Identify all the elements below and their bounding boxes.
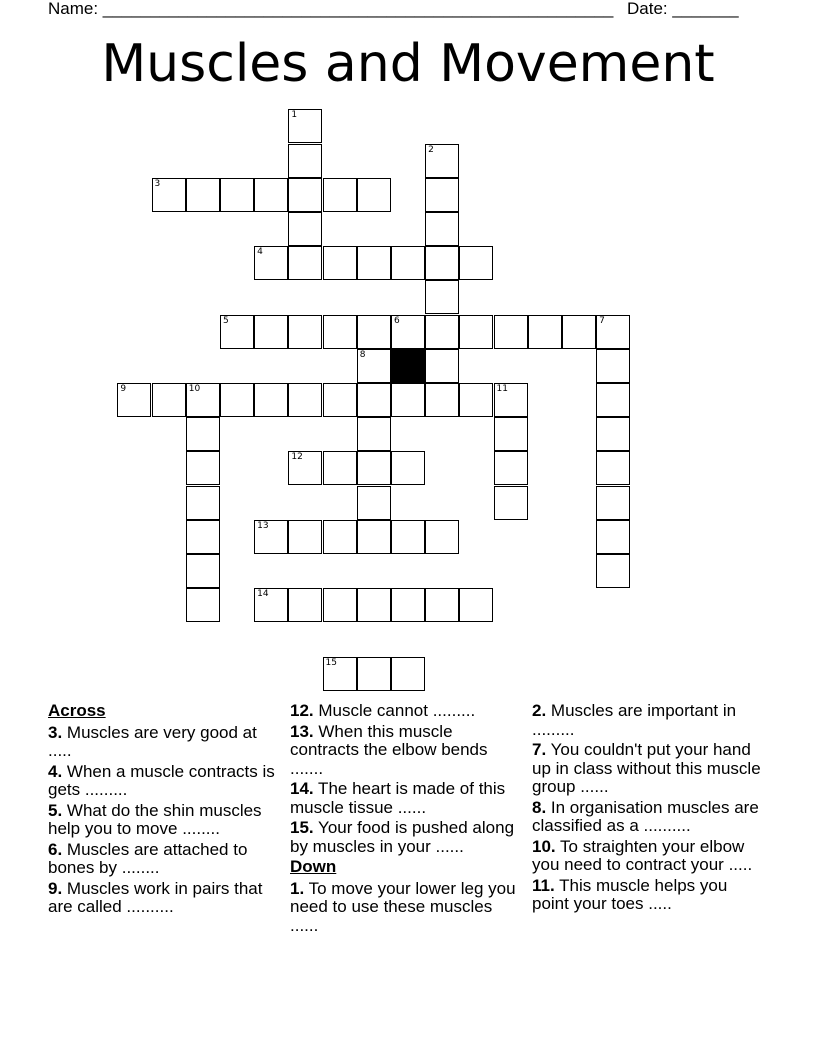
grid-cell[interactable]	[391, 520, 425, 554]
grid-cell[interactable]	[357, 657, 391, 691]
grid-cell[interactable]	[254, 383, 288, 417]
clue-number: 5	[222, 315, 229, 326]
clue-number: 11	[496, 383, 508, 394]
clue-text: Muscles are very good at .....	[48, 722, 257, 760]
grid-cell[interactable]	[323, 383, 357, 417]
grid-cell[interactable]	[494, 315, 528, 349]
grid-cell[interactable]	[425, 383, 459, 417]
clue-item	[48, 802, 280, 839]
clue-number-label: 3.	[48, 722, 63, 742]
grid-cell[interactable]	[459, 383, 493, 417]
grid-cell[interactable]	[425, 588, 459, 622]
grid-cell[interactable]	[220, 178, 254, 212]
grid-cell[interactable]	[288, 178, 322, 212]
grid-cell[interactable]	[596, 315, 630, 349]
grid-cell[interactable]	[596, 349, 630, 383]
grid-cell[interactable]	[357, 383, 391, 417]
grid-cell[interactable]	[357, 451, 391, 485]
clue-number-label: 10.	[532, 836, 556, 856]
clue-item	[290, 723, 522, 779]
clue-number: 8	[359, 349, 366, 360]
grid-cell[interactable]	[425, 178, 459, 212]
grid-cell[interactable]	[288, 588, 322, 622]
date-line[interactable]: Date: _______	[627, 0, 739, 18]
clue-number: 13	[257, 520, 269, 531]
grid-cell[interactable]	[323, 246, 357, 280]
clue-text: This muscle helps you point your toes .....	[532, 875, 728, 913]
grid-cell[interactable]	[459, 588, 493, 622]
grid-cell[interactable]	[220, 383, 254, 417]
grid-cell[interactable]	[186, 520, 220, 554]
grid-cell[interactable]	[288, 383, 322, 417]
clue-number: 9	[120, 383, 127, 394]
clue-text: You couldn't put your hand up in class without this muscle group ......	[532, 740, 761, 796]
grid-cell[interactable]	[357, 349, 391, 383]
grid-cell[interactable]	[186, 486, 220, 520]
grid-cell[interactable]	[596, 554, 630, 588]
grid-cell[interactable]	[391, 315, 425, 349]
grid-cell[interactable]	[459, 315, 493, 349]
clue-item	[48, 841, 280, 878]
grid-cell[interactable]	[152, 383, 186, 417]
grid-cell[interactable]	[391, 451, 425, 485]
grid-cell[interactable]	[323, 520, 357, 554]
grid-cell[interactable]	[323, 315, 357, 349]
grid-cell[interactable]	[357, 588, 391, 622]
grid-cell[interactable]	[323, 451, 357, 485]
clue-text: Muscles work in pairs that are called ..........	[48, 878, 263, 916]
down-heading: Down	[290, 857, 337, 876]
clues-column-2	[290, 702, 522, 937]
clue-number-label: 14.	[290, 779, 314, 798]
grid-cell[interactable]	[596, 451, 630, 485]
grid-cell[interactable]	[562, 315, 596, 349]
clue-number-label: 4.	[48, 761, 63, 781]
clue-text: In organisation muscles are classified as a ..........	[532, 797, 759, 835]
clue-number-label: 15.	[290, 818, 314, 837]
clue-number-label: 9.	[48, 878, 63, 898]
grid-cell[interactable]	[254, 588, 288, 622]
clue-item	[48, 763, 280, 800]
grid-cell[interactable]	[596, 383, 630, 417]
grid-cell[interactable]	[459, 246, 493, 280]
clue-item	[48, 880, 280, 917]
grid-cell[interactable]	[117, 383, 151, 417]
grid-cell[interactable]	[494, 417, 528, 451]
grid-cell[interactable]	[425, 212, 459, 246]
grid-cell[interactable]	[357, 246, 391, 280]
grid-cell[interactable]	[391, 383, 425, 417]
grid-cell[interactable]	[425, 349, 459, 383]
clues-column-1	[48, 702, 280, 919]
clue-text: The heart is made of this muscle tissue ......	[290, 779, 506, 817]
clue-text: When a muscle contracts is gets .........	[48, 761, 275, 799]
grid-cell[interactable]	[288, 315, 322, 349]
clues-column-3	[532, 702, 764, 916]
clue-number: 2	[428, 144, 434, 155]
grid-cell[interactable]	[425, 280, 459, 314]
grid-cell[interactable]	[596, 417, 630, 451]
grid-cell[interactable]	[254, 178, 288, 212]
grid-cell[interactable]	[494, 383, 528, 417]
grid-cell[interactable]	[254, 246, 288, 280]
page-title: Muscles and Movement	[101, 34, 715, 94]
name-line[interactable]: Name: ______________________________________________________	[48, 0, 614, 18]
blocked-cell	[391, 349, 425, 383]
across-heading: Across	[48, 701, 106, 720]
grid-cell[interactable]	[391, 246, 425, 280]
clue-number-label: 2.	[532, 701, 547, 720]
grid-cell[interactable]	[288, 451, 322, 485]
clue-item	[532, 799, 764, 836]
clue-number-label: 7.	[532, 740, 547, 759]
clue-item	[290, 702, 522, 721]
grid-cell[interactable]	[254, 315, 288, 349]
clue-text: Muscles are important in .........	[532, 701, 737, 739]
grid-cell[interactable]	[494, 451, 528, 485]
grid-cell[interactable]	[288, 144, 322, 178]
clue-text: What do the shin muscles help you to move ........	[48, 800, 262, 838]
clue-number: 1	[291, 110, 298, 121]
grid-cell[interactable]	[357, 486, 391, 520]
grid-cell[interactable]	[186, 178, 220, 212]
grid-cell[interactable]	[288, 520, 322, 554]
clue-item	[290, 780, 522, 817]
clue-number: 14	[257, 589, 269, 600]
grid-cell[interactable]	[494, 486, 528, 520]
clue-text: To move your lower leg you need to use these muscles ......	[290, 878, 516, 935]
clue-number: 12	[291, 452, 303, 463]
clue-text: To straighten your elbow you need to contract your .....	[532, 836, 753, 874]
clue-number-label: 1.	[290, 878, 305, 898]
clue-number: 6	[393, 315, 400, 326]
clue-number-label: 8.	[532, 797, 547, 817]
clue-item	[532, 741, 764, 797]
grid-cell[interactable]	[425, 246, 459, 280]
clue-item	[532, 838, 764, 875]
clue-number-label: 5.	[48, 800, 63, 820]
grid-cell[interactable]	[186, 451, 220, 485]
grid-cell[interactable]	[357, 417, 391, 451]
grid-cell[interactable]	[357, 315, 391, 349]
grid-cell[interactable]	[152, 178, 186, 212]
grid-cell[interactable]	[425, 315, 459, 349]
grid-cell[interactable]	[186, 554, 220, 588]
grid-cell[interactable]	[425, 144, 459, 178]
grid-cell[interactable]	[288, 109, 322, 143]
clue-text: When this muscle contracts the elbow bends .......	[290, 721, 488, 778]
clue-number-label: 13.	[290, 721, 314, 741]
grid-cell[interactable]	[323, 588, 357, 622]
clue-text: Muscles are attached to bones by ........	[48, 839, 248, 877]
clue-number: 4	[257, 247, 263, 258]
grid-cell[interactable]	[323, 657, 357, 691]
grid-cell[interactable]	[220, 315, 254, 349]
grid-cell[interactable]	[528, 315, 562, 349]
grid-cell[interactable]	[288, 212, 322, 246]
clue-item	[48, 724, 280, 761]
clue-item	[290, 819, 522, 856]
grid-cell[interactable]	[323, 178, 357, 212]
clue-number-label: 11.	[532, 875, 555, 895]
clue-number: 15	[325, 657, 337, 668]
grid-cell[interactable]	[391, 588, 425, 622]
clue-number: 3	[154, 178, 161, 189]
clue-item	[290, 880, 522, 936]
clue-text: Muscle cannot .........	[313, 701, 476, 720]
clue-number: 7	[599, 315, 605, 326]
grid-cell[interactable]	[596, 486, 630, 520]
grid-cell[interactable]	[254, 520, 288, 554]
grid-cell[interactable]	[186, 417, 220, 451]
grid-cell[interactable]	[391, 657, 425, 691]
clue-number-label: 6.	[48, 839, 63, 859]
grid-cell[interactable]	[186, 383, 220, 417]
grid-cell[interactable]	[357, 520, 391, 554]
clue-number: 10	[188, 383, 201, 394]
clue-text: Your food is pushed along by muscles in your ......	[290, 818, 515, 856]
grid-cell[interactable]	[357, 178, 391, 212]
clue-item	[532, 702, 764, 739]
grid-cell[interactable]	[425, 520, 459, 554]
clue-item	[532, 877, 764, 914]
clue-number-label: 12.	[290, 701, 314, 720]
grid-cell[interactable]	[186, 588, 220, 622]
grid-cell[interactable]	[288, 246, 322, 280]
grid-cell[interactable]	[596, 520, 630, 554]
